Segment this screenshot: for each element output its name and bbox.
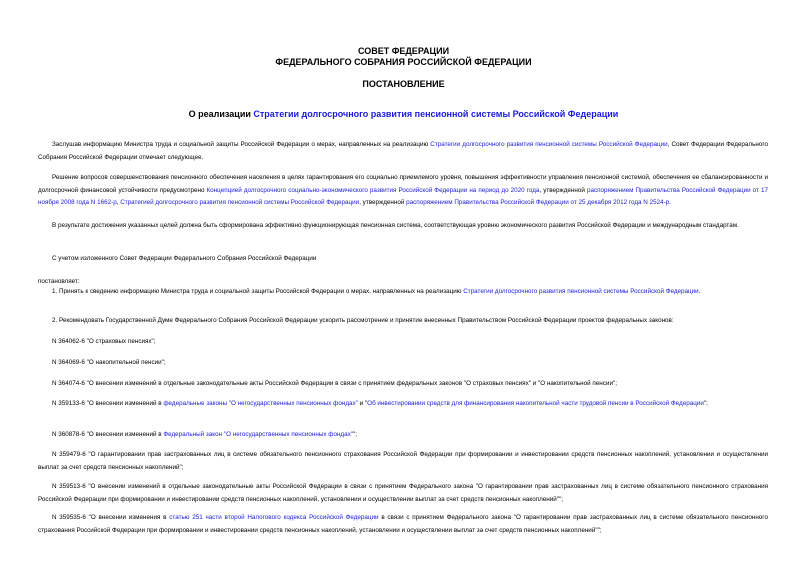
- p2-text-5: .: [669, 199, 671, 206]
- p2-strategy-link[interactable]: Стратегией долгосрочного развития пенсионной системы Российской Федерации: [120, 199, 360, 206]
- document-type: ПОСТАНОВЛЕНИЕ: [362, 79, 445, 89]
- paragraph-14: N 359513-6 "О внесении изменений в отдельные законодательные акты Российской Федерации в связи с принятием Федерального закона "О гарантировании прав застрахованных лиц в системе обязательного пенсионного страхования Российской Федерации при формировании и инвестировании средств пенсионных накоплений, установлении и осуществлении выплат за счет средств пенсионных накоплений"";: [38, 483, 768, 503]
- title-strategy-link[interactable]: Стратегии долгосрочного развития пенсионной системы Российской Федерации: [253, 109, 619, 119]
- document-title: [0, 109, 807, 119]
- p2-text-4: , утвержденной: [359, 199, 407, 206]
- p11-text-3: ";: [703, 400, 708, 407]
- p1-text-2: , Совет Федерации Федерального Собрания Российской Федерации отмечает следующее.: [38, 141, 769, 161]
- p2-order-2524-link[interactable]: распоряжением Правительства Российской Федерации от 25 декабря 2012 года N 2524-р: [406, 199, 670, 206]
- p2-order-1662-link[interactable]: распоряжением Правительства Российской Федерации от 17 ноября 2008 года N 1662-р: [38, 186, 768, 206]
- paragraph-3: В результате достижения указанных целей должна быть сформирована эффективно функционирующая пенсионная система, соответствующая уровню экономического развития Российской Федерации и международным стандартам.: [52, 222, 739, 229]
- paragraph-6: [38, 286, 768, 299]
- p15-text-2: в связи с принятием Федерального закона "О гарантировании прав застрахованных лиц в системе обязательного пенсионного страхования Российской Федерации при формировании и инвестировании средств пенсионных накоплений, установлении и осуществлении выплат за счет средств пенсионных накоплений"";: [38, 514, 768, 534]
- p11-npf-law-link[interactable]: федеральные законы "О негосударственных пенсионных фондах": [163, 400, 358, 407]
- p2-concept-link[interactable]: Концепцией долгосрочного социально-экономического развития Российской Федерации на период до 2020 года: [206, 186, 540, 194]
- paragraph-8: N 364062-6 "О страховых пенсиях";: [52, 338, 156, 345]
- p6-strategy-link[interactable]: Стратегии долгосрочного развития пенсионной системы Российской Федерации: [463, 288, 699, 295]
- paragraph-15: [38, 512, 768, 537]
- p2-text-1: Решение вопросов совершенствования пенсионного обеспечения населения в целях гарантирования его социально приемлемого уровня, повышения эффективности управления пенсионной системой, обеспечения ее сбалансированности и долгосрочной финансовой устойчивости предусмотрено: [38, 174, 768, 194]
- header-line-2: ФЕДЕРАЛЬНОГО СОБРАНИЯ РОССИЙСКОЙ ФЕДЕРАЦИИ: [275, 57, 532, 67]
- p2-text-2: , утвержденной: [539, 186, 587, 194]
- p11-investment-law-link[interactable]: Об инвестировании средств для финансирования накопительной части трудовой пенсии в Российской Федерации: [367, 400, 704, 407]
- paragraph-11: [38, 398, 768, 411]
- p12-npf-law-link[interactable]: Федеральный закон "О негосударственных пенсионных фондах": [163, 431, 353, 438]
- p12-text-1: N 360878-6 "О внесении изменений в: [52, 431, 164, 438]
- header-line-1: СОВЕТ ФЕДЕРАЦИИ: [357, 46, 450, 56]
- paragraph-13: N 359479-6 "О гарантировании прав застрахованных лиц в системе обязательного пенсионного страхования Российской Федерации при формировании и инвестировании средств пенсионных накоплений, установлении и осуществлении выплат за счет средств пенсионных накоплений";: [38, 451, 768, 471]
- p15-text-1: N 359535-6 "О внесении изменения в: [52, 514, 170, 521]
- paragraph-10: N 364074-6 "О внесении изменений в отдельные законодательные акты Российской Федерации в связи с принятием федеральных законов "О страховых пенсиях" и "О накопительной пенсии";: [52, 380, 617, 387]
- paragraph-5: постановляет:: [38, 278, 80, 285]
- paragraph-12: [38, 429, 768, 442]
- p11-text-2: и ": [357, 400, 368, 407]
- p2-text-3: ,: [116, 199, 121, 206]
- paragraph-4: С учетом изложенного Совет Федерации Федерального Собрания Российской Федерации: [52, 255, 317, 262]
- paragraph-9: N 364069-6 "О накопительной пенсии";: [52, 359, 166, 366]
- p6-text-2: .: [698, 288, 701, 295]
- p6-text-1: 1. Принять к сведению информацию Министра труда и социальной защиты Российской Федерации о мерах, направленных на реализацию: [52, 288, 464, 295]
- p1-strategy-link[interactable]: Стратегии долгосрочного развития пенсионной системы Российской Федерации: [430, 141, 668, 148]
- p12-text-2: ";: [353, 431, 357, 438]
- paragraph-2: [38, 172, 768, 210]
- paragraph-7: 2. Рекомендовать Государственной Думе Федерального Собрания Российской Федерации ускорить рассмотрение и принятие внесенных Правительством Российской Федерации проектов федеральных законов:: [52, 317, 674, 324]
- p11-text-1: N 359133-6 "О внесении изменений в: [52, 400, 164, 407]
- p1-text-1: Заслушав информацию Министра труда и социальной защиты Российской Федерации о мерах, направленных на реализацию: [52, 141, 431, 148]
- title-prefix: О реализации: [188, 109, 254, 119]
- paragraph-1: [38, 139, 768, 164]
- p15-tax-code-link[interactable]: статью 251 части второй Налогового кодекса Российской Федерации: [169, 514, 379, 521]
